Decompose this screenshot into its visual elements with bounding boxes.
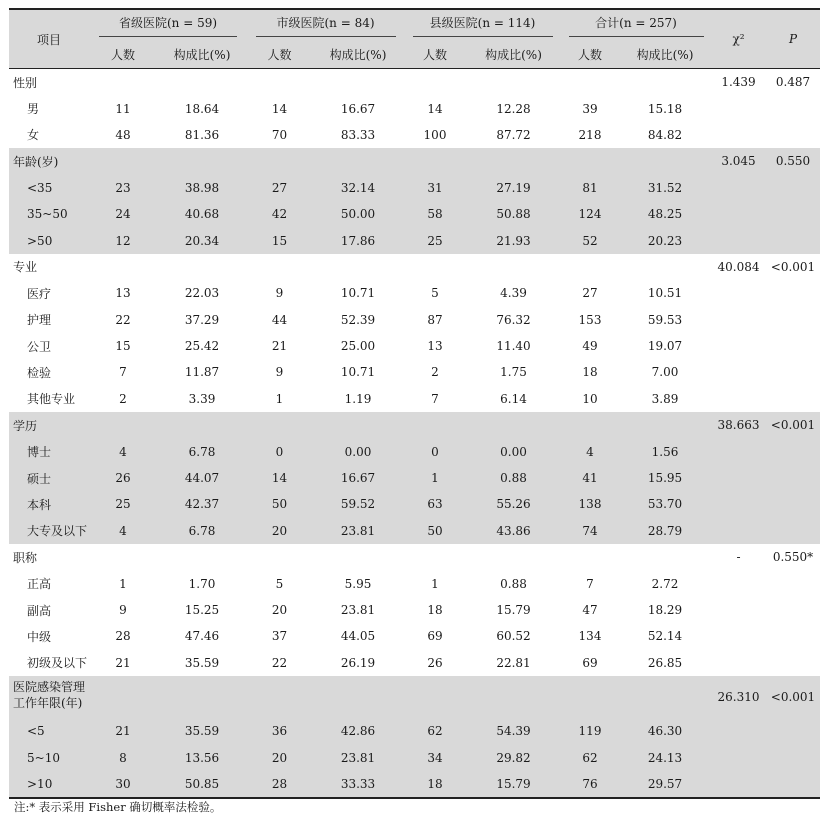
empty-cell <box>766 771 820 798</box>
pct-cell: 35.59 <box>184 655 220 670</box>
section-row <box>9 412 820 438</box>
section-title-line: 医院感染管理 <box>13 679 86 694</box>
pct-cell: 47.46 <box>184 629 220 644</box>
count-cell: 0 <box>431 444 439 459</box>
row-label: 男 <box>27 102 40 117</box>
count-cell: 4 <box>119 444 127 459</box>
pct-cell: 15.79 <box>466 771 561 798</box>
pct-cell: 0.00 <box>344 444 372 459</box>
pct-cell: 54.39 <box>496 724 531 739</box>
count-cell: 39 <box>582 101 598 116</box>
table-row <box>9 771 820 798</box>
table-row <box>9 570 820 596</box>
row-label: 中级 <box>27 629 52 644</box>
header-group-municipal: 市级医院(n = 84) <box>247 9 404 41</box>
section-row <box>9 544 820 570</box>
pct-cell: 29.57 <box>619 771 711 798</box>
count-cell: 5 <box>431 286 439 301</box>
count-cell: 18 <box>427 603 443 617</box>
count-cell: 23 <box>115 180 131 195</box>
pct-cell: 3.89 <box>651 391 679 406</box>
row-label: 副高 <box>27 603 52 618</box>
count-cell: 218 <box>578 127 602 142</box>
pct-cell: 7.00 <box>651 365 679 380</box>
empty-cell <box>711 95 766 121</box>
row-label: 初级及以下 <box>27 656 88 671</box>
pct-cell: 33.33 <box>312 771 404 798</box>
pct-cell: 13.56 <box>184 750 220 765</box>
table-row <box>9 744 820 770</box>
empty-cell <box>766 438 820 464</box>
chi2-value: 26.310 <box>717 689 760 704</box>
pct-cell: 10.51 <box>647 286 683 301</box>
count-cell: 9 <box>275 286 284 301</box>
count-cell: 50 <box>271 497 288 512</box>
count-cell: 100 <box>423 127 447 142</box>
row-label: 护理 <box>27 313 52 328</box>
pct-cell: 1.75 <box>500 365 527 380</box>
p-value: 0.550 <box>775 154 811 169</box>
table-row <box>9 718 820 744</box>
pct-cell: 10.71 <box>340 286 376 301</box>
count-cell: 12 <box>115 233 131 248</box>
pct-cell: 59.52 <box>340 497 376 512</box>
count-cell: 2 <box>119 391 127 406</box>
count-cell: 15 <box>271 233 288 248</box>
table-row <box>9 650 820 676</box>
pct-cell: 3.39 <box>188 391 216 406</box>
count-cell: 44 <box>271 312 288 327</box>
empty-cell <box>766 122 820 148</box>
count-cell: 0 <box>275 444 284 459</box>
pct-cell: 23.81 <box>340 523 376 538</box>
pct-cell: 81.36 <box>184 127 220 142</box>
pct-cell: 31.52 <box>647 180 683 195</box>
pct-cell: 16.67 <box>340 101 376 116</box>
empty-cell <box>711 438 766 464</box>
pct-cell: 15.25 <box>184 603 220 617</box>
chi2-value: 38.663 <box>717 418 760 433</box>
count-cell: 1 <box>431 576 439 591</box>
count-cell: 20 <box>271 750 288 765</box>
pct-cell: 44.05 <box>340 629 376 644</box>
count-cell: 69 <box>427 629 443 644</box>
p-value: <0.001 <box>770 689 816 704</box>
count-cell: 76 <box>561 771 619 798</box>
count-cell: 22 <box>271 655 288 670</box>
table-row <box>9 227 820 253</box>
count-cell: 26 <box>115 471 131 486</box>
table-row <box>9 122 820 148</box>
pct-cell: 25.42 <box>184 339 220 354</box>
row-label: 正高 <box>27 577 52 592</box>
count-cell: 70 <box>271 127 288 142</box>
pct-cell: 25.00 <box>340 339 376 354</box>
table-row <box>9 280 820 306</box>
empty-cell <box>766 518 820 544</box>
empty-cell <box>711 307 766 333</box>
count-cell: 5 <box>275 576 284 591</box>
section-title: 年龄(岁) <box>13 154 59 169</box>
pct-cell: 53.70 <box>647 497 683 512</box>
section-row <box>9 69 820 96</box>
section-title <box>9 676 711 718</box>
pct-cell: 0.88 <box>500 471 527 486</box>
empty-cell <box>766 570 820 596</box>
sub-count: 人数 <box>89 41 157 69</box>
p-value: 0.487 <box>775 75 811 90</box>
row-label: 5~10 <box>27 750 60 765</box>
empty-cell <box>711 386 766 412</box>
empty-cell <box>711 359 766 385</box>
table-row <box>9 597 820 623</box>
count-cell: 7 <box>119 365 127 380</box>
empty-cell <box>766 744 820 770</box>
footnote: 注:* 表示采用 Fisher 确切概率法检验。 <box>14 800 222 814</box>
table-row <box>9 175 820 201</box>
count-cell: 24 <box>115 207 131 222</box>
pct-cell: 21.93 <box>496 233 531 248</box>
pct-cell: 22.81 <box>496 655 531 670</box>
count-cell: 37 <box>271 629 288 644</box>
pct-cell: 6.14 <box>500 391 527 406</box>
empty-cell <box>766 623 820 649</box>
count-cell: 13 <box>115 286 131 301</box>
section-title: 职称 <box>13 550 38 565</box>
pct-cell: 0.88 <box>500 576 527 591</box>
pct-cell: 37.29 <box>184 312 220 327</box>
row-label: 其他专业 <box>27 392 76 407</box>
empty-cell <box>766 175 820 201</box>
count-cell: 21 <box>115 724 131 739</box>
pct-cell: 20.23 <box>647 233 683 248</box>
empty-cell <box>711 771 766 798</box>
chi2-value: 1.439 <box>721 75 756 90</box>
row-label: 硕士 <box>27 471 52 486</box>
count-cell: 81 <box>582 180 598 195</box>
count-cell: 58 <box>427 207 443 222</box>
count-cell: 18 <box>404 771 466 798</box>
pct-cell: 15.18 <box>647 101 683 116</box>
pct-cell: 11.87 <box>184 365 220 380</box>
pct-cell: 42.86 <box>340 724 376 739</box>
count-cell: 1 <box>119 576 127 591</box>
empty-cell <box>766 227 820 253</box>
sub-pct: 构成比(%) <box>312 41 404 69</box>
count-cell: 48 <box>115 127 131 142</box>
empty-cell <box>711 623 766 649</box>
count-cell: 4 <box>119 523 127 538</box>
chi2-value: - <box>736 550 741 565</box>
count-cell: 1 <box>275 391 284 406</box>
count-cell: 62 <box>427 724 443 739</box>
table-row <box>9 438 820 464</box>
pct-cell: 40.68 <box>184 207 220 222</box>
count-cell: 42 <box>271 207 288 222</box>
section-title: 学历 <box>13 418 38 433</box>
pct-cell: 43.86 <box>496 523 531 538</box>
empty-cell <box>766 280 820 306</box>
table-row <box>9 623 820 649</box>
empty-cell <box>711 465 766 491</box>
row-label: <35 <box>27 180 53 195</box>
row-label: 检验 <box>27 365 52 380</box>
sub-count: 人数 <box>404 41 466 69</box>
count-cell: 62 <box>582 750 598 765</box>
p-value: <0.001 <box>770 259 816 274</box>
section-title: 专业 <box>13 260 38 275</box>
count-cell: 41 <box>582 471 598 486</box>
pct-cell: 6.78 <box>188 523 216 538</box>
pct-cell: 84.82 <box>647 127 683 142</box>
row-label: 女 <box>27 128 40 143</box>
count-cell: 26 <box>427 655 443 670</box>
sub-count: 人数 <box>247 41 312 69</box>
sub-count: 人数 <box>561 41 619 69</box>
empty-cell <box>711 650 766 676</box>
count-cell: 13 <box>427 339 443 354</box>
header-group-county: 县级医院(n = 114) <box>404 9 561 41</box>
empty-cell <box>711 227 766 253</box>
empty-cell <box>766 491 820 517</box>
pct-cell: 26.85 <box>647 655 683 670</box>
row-label: >50 <box>27 233 53 248</box>
pct-cell: 50.85 <box>157 771 247 798</box>
pct-cell: 1.19 <box>344 391 372 406</box>
pct-cell: 15.95 <box>647 471 683 486</box>
pct-cell: 5.95 <box>344 576 372 591</box>
count-cell: 14 <box>427 101 443 116</box>
empty-cell <box>711 491 766 517</box>
pct-cell: 12.28 <box>496 101 531 116</box>
empty-cell <box>766 386 820 412</box>
count-cell: 1 <box>431 471 439 486</box>
empty-cell <box>711 570 766 596</box>
pct-cell: 24.13 <box>647 750 683 765</box>
count-cell: 138 <box>578 497 602 512</box>
pct-cell: 87.72 <box>496 127 531 142</box>
table-row <box>9 201 820 227</box>
count-cell: 63 <box>427 497 443 512</box>
section-row <box>9 148 820 174</box>
count-cell: 15 <box>115 339 131 354</box>
table-body <box>9 69 820 799</box>
pct-cell: 2.72 <box>651 576 679 591</box>
table-row <box>9 333 820 359</box>
count-cell: 9 <box>275 365 284 380</box>
empty-cell <box>711 280 766 306</box>
row-label: 本科 <box>27 497 52 512</box>
pct-cell: 76.32 <box>496 312 531 327</box>
count-cell: 87 <box>427 312 443 327</box>
empty-cell <box>711 201 766 227</box>
pct-cell: 35.59 <box>184 724 220 739</box>
table-row <box>9 491 820 517</box>
count-cell: 7 <box>431 391 439 406</box>
sub-pct: 构成比(%) <box>466 41 561 69</box>
count-cell: 18 <box>582 365 598 380</box>
count-cell: 20 <box>271 603 288 617</box>
count-cell: 14 <box>271 471 288 486</box>
empty-cell <box>766 333 820 359</box>
header-item: 项目 <box>9 9 89 69</box>
table-row <box>9 359 820 385</box>
pct-cell: 6.78 <box>188 444 216 459</box>
pct-cell: 23.81 <box>340 603 376 617</box>
pct-cell: 50.00 <box>340 207 376 222</box>
pct-cell: 52.14 <box>647 629 683 644</box>
header-chi2: χ² <box>711 9 766 69</box>
count-cell: 7 <box>586 576 594 591</box>
count-cell: 27 <box>582 286 598 301</box>
pct-cell: 44.07 <box>184 471 220 486</box>
p-value: 0.550* <box>772 550 814 565</box>
pct-cell: 4.39 <box>500 286 527 301</box>
count-cell: 50 <box>427 523 443 538</box>
row-label: >10 <box>9 771 89 798</box>
pct-cell: 20.34 <box>184 233 220 248</box>
count-cell: 47 <box>582 603 598 617</box>
count-cell: 2 <box>431 365 439 380</box>
empty-cell <box>766 307 820 333</box>
count-cell: 20 <box>271 523 288 538</box>
empty-cell <box>711 518 766 544</box>
section-row <box>9 676 820 718</box>
table-row <box>9 95 820 121</box>
pct-cell: 60.52 <box>496 629 531 644</box>
count-cell: 69 <box>582 655 598 670</box>
pct-cell: 18.64 <box>184 101 220 116</box>
table-row <box>9 518 820 544</box>
count-cell: 21 <box>271 339 288 354</box>
count-cell: 21 <box>115 655 131 670</box>
sub-pct: 构成比(%) <box>157 41 247 69</box>
row-label: 公卫 <box>27 339 52 354</box>
count-cell: 153 <box>578 312 602 327</box>
header-group-total: 合计(n = 257) <box>561 9 711 41</box>
count-cell: 8 <box>119 750 127 765</box>
table-row <box>9 386 820 412</box>
count-cell: 49 <box>582 339 598 354</box>
row-label: 医疗 <box>27 286 52 301</box>
count-cell: 36 <box>271 724 288 739</box>
count-cell: 134 <box>578 629 602 644</box>
chi2-value: 40.084 <box>717 259 760 274</box>
count-cell: 25 <box>115 497 131 512</box>
pct-cell: 38.98 <box>184 180 220 195</box>
count-cell: 74 <box>582 523 598 538</box>
pct-cell: 0.00 <box>500 444 527 459</box>
pct-cell: 19.07 <box>647 339 683 354</box>
pct-cell: 15.79 <box>496 603 531 617</box>
pct-cell: 10.71 <box>340 365 376 380</box>
pct-cell: 11.40 <box>496 339 531 354</box>
row-label: <5 <box>27 724 45 739</box>
pct-cell: 26.19 <box>340 655 376 670</box>
header-p: P <box>766 9 820 69</box>
pct-cell: 55.26 <box>496 497 531 512</box>
count-cell: 28 <box>115 629 131 644</box>
pct-cell: 23.81 <box>340 750 376 765</box>
empty-cell <box>711 718 766 744</box>
pct-cell: 48.25 <box>647 207 683 222</box>
count-cell: 14 <box>271 101 288 116</box>
pct-cell: 27.19 <box>496 180 531 195</box>
section-row <box>9 254 820 280</box>
count-cell: 11 <box>115 101 131 116</box>
pct-cell: 50.88 <box>496 207 531 222</box>
table-row <box>9 307 820 333</box>
pct-cell: 16.67 <box>340 471 376 486</box>
empty-cell <box>711 744 766 770</box>
count-cell: 124 <box>578 207 602 222</box>
pct-cell: 1.56 <box>651 444 679 459</box>
empty-cell <box>711 122 766 148</box>
section-title-line: 工作年限(年) <box>13 695 83 710</box>
empty-cell <box>766 597 820 623</box>
pct-cell: 18.29 <box>647 603 683 617</box>
pct-cell: 52.39 <box>340 312 376 327</box>
pct-cell: 46.30 <box>647 724 683 739</box>
count-cell: 4 <box>586 444 594 459</box>
empty-cell <box>766 201 820 227</box>
pct-cell: 29.82 <box>496 750 531 765</box>
count-cell: 28 <box>247 771 312 798</box>
count-cell: 34 <box>427 750 443 765</box>
count-cell: 27 <box>271 180 288 195</box>
row-label: 博士 <box>27 445 52 460</box>
empty-cell <box>711 333 766 359</box>
pct-cell: 32.14 <box>340 180 376 195</box>
pct-cell: 42.37 <box>184 497 220 512</box>
count-cell: 31 <box>427 180 443 195</box>
count-cell: 10 <box>582 391 598 406</box>
empty-cell <box>766 95 820 121</box>
empty-cell <box>766 465 820 491</box>
pct-cell: 1.70 <box>188 576 216 591</box>
empty-cell <box>766 359 820 385</box>
table-row <box>9 465 820 491</box>
count-cell: 119 <box>578 724 602 739</box>
pct-cell: 17.86 <box>340 233 376 248</box>
p-value: <0.001 <box>770 418 816 433</box>
empty-cell <box>711 175 766 201</box>
row-label: 大专及以下 <box>27 524 88 539</box>
sub-pct: 构成比(%) <box>619 41 711 69</box>
empty-cell <box>766 650 820 676</box>
section-title: 性别 <box>13 75 38 90</box>
pct-cell: 22.03 <box>184 286 220 301</box>
count-cell: 9 <box>119 603 127 617</box>
count-cell: 25 <box>427 233 443 248</box>
count-cell: 30 <box>89 771 157 798</box>
empty-cell <box>766 718 820 744</box>
count-cell: 52 <box>582 233 598 248</box>
count-cell: 22 <box>115 312 131 327</box>
header-group-provincial: 省级医院(n = 59) <box>89 9 247 41</box>
row-label: 35~50 <box>27 207 68 222</box>
pct-cell: 28.79 <box>647 523 683 538</box>
chi2-value: 3.045 <box>721 154 756 169</box>
data-table <box>9 8 820 799</box>
pct-cell: 59.53 <box>647 312 683 327</box>
empty-cell <box>711 597 766 623</box>
pct-cell: 83.33 <box>340 127 376 142</box>
